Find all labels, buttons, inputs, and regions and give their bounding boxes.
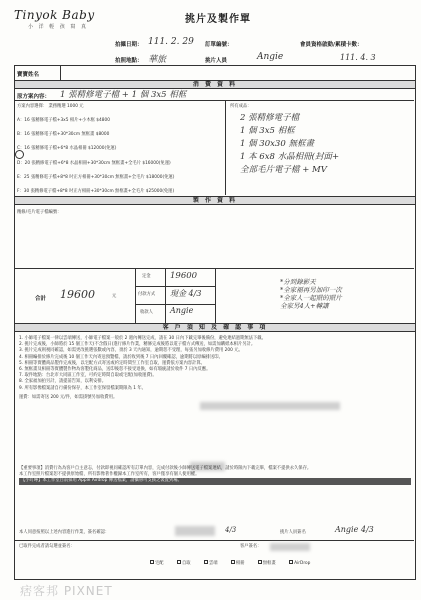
plan-option-e: E：25 張精修電子檔+8*8 吋正方相冊+30*30cm 無框畫+全毛片 $18000(免運) [17,174,175,180]
confirm-label: 本人同意按照以上述內容進行作業，簽名確認： [19,530,110,535]
payment-notes [280,278,410,310]
notice-item: 8. 全家福加拍另計，請提前告知，以利安排。 [19,379,107,385]
shipping-fee-note: 運費：如需寄送 200 元/件，如需掛號另加收費用。 [19,394,118,400]
deposit-label: 定金 [142,274,151,279]
member-date-label: 會員資格啟動/累積卡數： [300,42,363,48]
plan-option-a: A：16 張精修電子檔+3x5 相片+小木框 $4800 [17,118,110,123]
total-value: 19600 [60,288,95,301]
delivery-option-label: 相冊 [235,560,245,566]
payment-note: *分到錄影天 [280,278,316,286]
important-notes [19,466,411,485]
photo-date-label: 拍攝日期： [115,42,143,48]
watermark: 痞客邦 PIXNET [20,584,113,598]
notice-list [19,336,411,401]
file-number-label: 精修/毛片電子檔編號： [17,210,62,215]
plan-content-label: 原方案內容： [17,94,51,100]
delivery-option-label: AirDrop [294,560,311,566]
receiver-value: Angie [170,306,194,315]
plan-option-d: D：20 張精修電子檔+6*8 水晶相冊+30*30cm 無框畫+全毛片 $16000(免運) [17,160,171,166]
notice-item: 1. 小師電子檔案一律以雲端傳送，小師電子檔案一般於 2 週內傳送完成，請在 30 日內下載完畢後備份，避免連結過期無法下載。 [19,336,266,341]
checkbox-icon [150,560,154,564]
plan-option-b: B：16 張精修電子檔+30*30cm 無框畫 $8000 [17,132,110,138]
picker-sign-label: 挑片人員簽名 [280,530,306,535]
delivery-options [150,560,410,567]
location-label: 拍照地點： [115,58,143,64]
delivery-option[interactable] [150,561,164,566]
member-date-value: 111. 4. 3 [340,53,376,62]
selected-items [240,112,415,177]
delivery-option-label: 宅配 [155,560,164,566]
customer-sign-label: 客戶簽名： [240,544,262,549]
order-number-label: 訂單編號： [205,42,233,48]
form-title: 挑片及製作單 [185,14,251,25]
total-label: 合計 [35,296,47,302]
notice-item: 5. 相冊等實體商品製作完成後，以宅配方式寄送或約定時間至工作室自取，運費依方案內容計算。 [19,360,205,366]
production-section-title: 製 作 資 料 [14,196,416,205]
plan-option-c: C：16 張精修電子檔+6*8 水晶相冊 $12000(免運) [17,146,117,152]
notice-item: 3. 挑片完成則視同確認，如需更改挑選張數或內容，須於 3 天內通知，逾期恕不受理，每張另加收修片費用 200 元。 [19,348,243,354]
brand-subtitle: 小 洋 輕 孩 寫 真 [28,24,88,30]
baby-name-label: 寶寶姓名 [17,72,40,78]
picker-signature: Angie 4/3 [335,525,374,534]
checkbox-icon [258,560,262,564]
important-note: 【重要事項】消費行為為客戶自主意志，付款即視同確認所有訂單內容，完成付款後小師傳送電子檔案連結，請於時限內下載完畢，檔案不提供永久保存。 [19,466,312,471]
notice-item: 6. 無框畫及相冊等實體製作物為客製化商品，送印後恕不接受退換，如有瑕疵請於收件 7 日內反應。 [19,367,211,373]
delivery-option[interactable] [177,561,191,566]
receiver-label: 收款人 [140,310,153,315]
delivery-option[interactable] [231,561,245,566]
payment-note: *全家福再另加印一次 [280,286,342,294]
photo-date-value: 111. 2. 29 [148,37,194,47]
delivery-option-label: 自取 [181,560,191,566]
selected-item: 1 本 6x8 水晶相冊(封面+ [240,152,340,162]
plan-content-value: 1 張精修電子檔 + 1 個 3x5 相框 [60,90,187,100]
checkbox-icon [289,560,293,564]
notice-item: 4. 相冊編排於修片完成後 10 個工作天內寄送預覽檔，請於收到後 7 日內回覆確認，逾期將以原編排送印。 [19,354,223,360]
consumption-section-title: 消 費 資 料 [14,80,416,89]
plan-list [17,118,222,203]
plan-option-f: F：30 張精修電子檔+8*8 吋正方相冊+30*30cm 無框畫+全毛片 $25000(免運) [17,189,175,195]
checkbox-icon [204,560,208,564]
delivery-option[interactable] [289,561,310,566]
delivery-option[interactable] [258,561,276,566]
copyright-note: 本工作室照片檔案恕不提供原始檔，所有影像著作權歸本工作室所有，客戶僅享有個人使用權。 [19,472,200,478]
picker-value: Angie [257,52,284,62]
picker-label: 挑片人員 [205,58,228,64]
delivery-option-label: 雲端 [208,560,218,566]
customer-sign-redacted [270,543,310,551]
redacted-text [200,402,340,410]
delivery-option[interactable] [204,561,218,566]
location-value: 華旅 [148,55,167,65]
payment-method-value: 現金 4/3 [170,289,202,298]
confirm-date: 4/3 [225,526,237,534]
checkbox-icon [231,560,235,564]
selected-plan-circle [15,150,24,159]
notice-section-title: 客 戶 須 知 及 確 認 事 項 [14,323,416,332]
selected-item: 1 個 3x5 相框 [240,126,295,136]
total-unit: 元 [112,294,117,299]
brand-logo: Tinyok Baby [14,8,95,22]
airdrop-note: 【小叮嚀】本工作室目前採用 Apple Airdrop 傳送檔案，請攜帶可支援之裝置到場。 [19,478,411,484]
payment-note: 全家另4人+轉讓 [280,302,329,310]
signature-redacted [175,526,215,536]
delivery-label: 已取件完成者請勾選並簽名： [19,544,75,549]
plan-choice-label: 方案內容選擇： 業務精選 1000 元 [17,104,84,109]
delivery-option-label: 無框畫 [262,560,276,566]
selected-items-label: 所有成品： [230,104,252,109]
notice-item: 2. 挑片完成後，小師將於 15 個工作天(不含假日)進行修片作業，精修完成後將以電子檔方式傳送，如需加購紙本相片另計。 [19,342,256,348]
payment-method-label: 付款方式 [138,292,156,297]
payment-note: *全家人一起照的照片 [280,294,342,302]
selected-item: 2 張精修電子檔 [240,113,300,123]
notice-item: 9. 所有影像檔案請自行備份保存，本工作室保留檔案期限為 1 年。 [19,385,146,391]
selected-item: 全部毛片電子檔 + MV [240,165,327,175]
selected-item: 1 個 30x30 無框畫 [240,139,314,149]
checkbox-icon [177,560,181,564]
notice-item: 7. 取件地點：台北市大同區工作室，可約定時間自取或宅配(加收運費)。 [19,373,157,379]
deposit-value: 19600 [170,271,198,281]
